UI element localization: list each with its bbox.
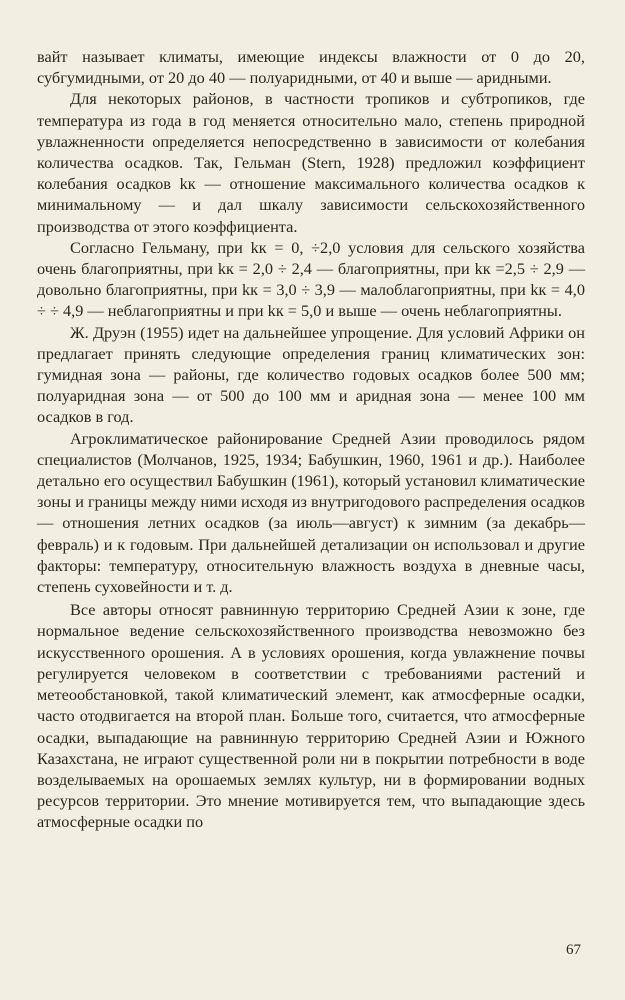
- paragraph-agroclimatic-zoning: Агроклиматическое районирование Средней Азии проводилось рядом специалистов (Молчанов, 1925, 1934; Бабушкин, 1960, 1961 и др.). Наиболее детально его осуществил Бабушкин (1961), который установил климатические зоны и границы между ними исходя из внутригодового распределения осадков — отношения летних осадков (за июль—август) к зимним (за декабрь—февраль) и к годовым. При дальнейшей детализации он использовал и другие факторы: температуру, относительную влажность воздуха в дневные часы, степень суховейности и т. д.: [37, 428, 585, 597]
- paragraph-precipitation-variability: Для некоторых районов, в частности тропиков и субтропиков, где температура из года в год меняется относительно мало, степень природной увлажненности определяется непосредственно в зависимости от колебания количества осадков. Так, Гельман (Stern, 1928) предложил коэффициент колебания осадков kк — отношение максимального количества осадков к минимальному — и дал шкалу зависимости сельскохозяйственного производства от этого коэффициента.: [37, 89, 585, 236]
- body-text: [37, 46, 585, 833]
- paragraph-helman-scale: Согласно Гельману, при kк = 0, ÷2,0 условия для сельского хозяйства очень благоприятны, при kк = 2,0 ÷ 2,4 — благоприятны, при kк =2,5 ÷ 2,9 — довольно благоприятны, при kк = 3,0 ÷ 3,9 — малоблагоприятны, при kк = 4,0 ÷ ÷ 4,9 — неблагоприятны и при kк = 5,0 и выше — очень неблагоприятны.: [37, 237, 585, 321]
- paragraph-irrigation: Все авторы относят равнинную территорию Средней Азии к зоне, где нормальное ведение сельскохозяйственного производства невозможно без искусственного орошения. А в условиях орошения, когда увлажнение почвы регулируется человеком в соответствии с требованиями растений и метеообстановкой, такой климатический элемент, как атмосферные осадки, часто отодвигается на второй план. Больше того, считается, что атмосферные осадки, выпадающие на равнинную территорию Средней Азии и Южного Казахстана, не играют существенной роли ни в покрытии потребности в воде возделываемых на орошаемых землях культур, ни в формировании водных ресурсов территории. Это мнение мотивируется тем, что выпадающие здесь атмосферные осадки по: [37, 600, 585, 832]
- paragraph-continuation: вайт называет климаты, имеющие индексы влажности от 0 до 20, субгумидными, от 20 до 40 — полуаридными, от 40 и выше — аридными.: [37, 47, 585, 88]
- paragraph-drouin: Ж. Друэн (1955) идет на дальнейшее упрощение. Для условий Африки он предлагает принять следующие определения границ климатических зон: гумидная зона — районы, где количество годовых осадков более 500 мм; полуаридная зона — от 500 до 100 мм и аридная зона — менее 100 мм осадков в год.: [37, 322, 585, 427]
- page-number: 67: [566, 942, 581, 958]
